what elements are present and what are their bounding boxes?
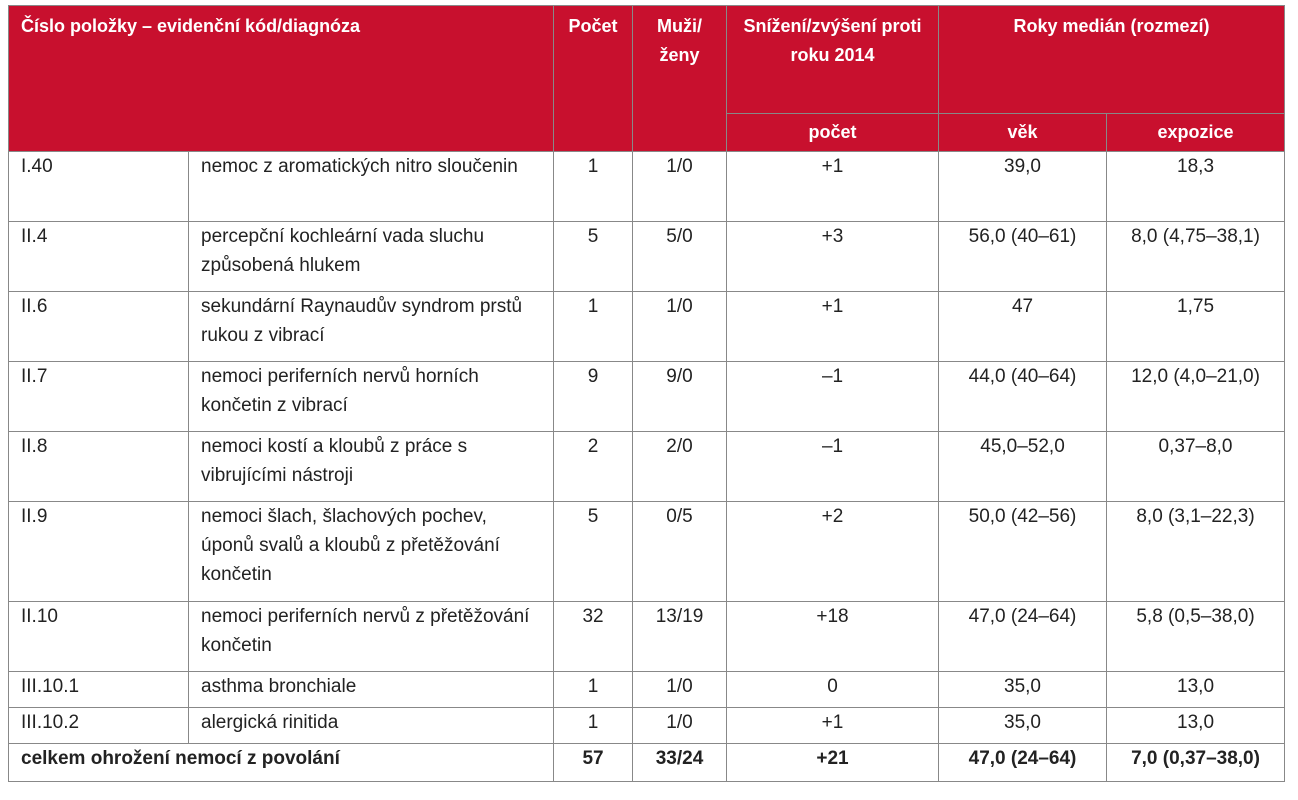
cell-code: I.40 [9, 152, 189, 222]
header-age: věk [939, 114, 1107, 152]
total-row [9, 744, 1285, 782]
cell-men-women: 5/0 [633, 222, 727, 292]
cell-men-women: 9/0 [633, 362, 727, 432]
cell-diagnosis: nemoci periferních nervů z přetěžování končetin [189, 602, 554, 672]
cell-exposure: 12,0 (4,0–21,0) [1107, 362, 1285, 432]
table-row [9, 602, 1285, 672]
cell-diagnosis: nemoci šlach, šlachových pochev, úponů svalů a kloubů z přetěžování končetin [189, 502, 554, 602]
cell-change: +18 [727, 602, 939, 672]
cell-code: II.8 [9, 432, 189, 502]
cell-diagnosis: nemoci kostí a kloubů z práce s vibrujícími nástroji [189, 432, 554, 502]
cell-code: II.6 [9, 292, 189, 362]
cell-diagnosis: nemoc z aromatických nitro sloučenin [189, 152, 554, 222]
total-age: 47,0 (24–64) [939, 744, 1107, 782]
occupational-disease-table [8, 5, 1285, 782]
cell-age: 35,0 [939, 708, 1107, 744]
total-count: 57 [554, 744, 633, 782]
cell-exposure: 0,37–8,0 [1107, 432, 1285, 502]
cell-change: +2 [727, 502, 939, 602]
cell-age: 50,0 (42–56) [939, 502, 1107, 602]
table-row [9, 502, 1285, 602]
total-men-women: 33/24 [633, 744, 727, 782]
cell-exposure: 13,0 [1107, 672, 1285, 708]
cell-men-women: 1/0 [633, 672, 727, 708]
cell-diagnosis: sekundární Raynaudův syndrom prstů rukou z vibrací [189, 292, 554, 362]
cell-age: 39,0 [939, 152, 1107, 222]
cell-count: 5 [554, 222, 633, 292]
cell-diagnosis: alergická rinitida [189, 708, 554, 744]
cell-exposure: 8,0 (4,75–38,1) [1107, 222, 1285, 292]
table-row [9, 222, 1285, 292]
cell-change: +3 [727, 222, 939, 292]
header-change: Snížení/zvýšení proti roku 2014 [727, 6, 939, 114]
cell-count: 1 [554, 672, 633, 708]
cell-change: 0 [727, 672, 939, 708]
cell-code: II.10 [9, 602, 189, 672]
header-code-diagnosis: Číslo položky – evidenční kód/diagnóza [9, 6, 554, 152]
cell-age: 47 [939, 292, 1107, 362]
table-row [9, 432, 1285, 502]
cell-exposure: 1,75 [1107, 292, 1285, 362]
cell-diagnosis: percepční kochleární vada sluchu způsobená hlukem [189, 222, 554, 292]
cell-count: 5 [554, 502, 633, 602]
total-label: celkem ohrožení nemocí z povolání [9, 744, 554, 782]
cell-count: 9 [554, 362, 633, 432]
cell-exposure: 8,0 (3,1–22,3) [1107, 502, 1285, 602]
cell-exposure: 5,8 (0,5–38,0) [1107, 602, 1285, 672]
cell-diagnosis: asthma bronchiale [189, 672, 554, 708]
cell-age: 35,0 [939, 672, 1107, 708]
cell-change: –1 [727, 432, 939, 502]
cell-men-women: 1/0 [633, 708, 727, 744]
table-row [9, 708, 1285, 744]
header-exposure: expozice [1107, 114, 1285, 152]
cell-men-women: 1/0 [633, 292, 727, 362]
cell-code: III.10.2 [9, 708, 189, 744]
cell-men-women: 0/5 [633, 502, 727, 602]
table-row [9, 292, 1285, 362]
table-row [9, 672, 1285, 708]
cell-men-women: 13/19 [633, 602, 727, 672]
cell-change: +1 [727, 292, 939, 362]
table-body [9, 152, 1285, 744]
cell-count: 32 [554, 602, 633, 672]
header-change-count: počet [727, 114, 939, 152]
cell-change: +1 [727, 708, 939, 744]
cell-age: 56,0 (40–61) [939, 222, 1107, 292]
table-row [9, 152, 1285, 222]
table-footer [9, 744, 1285, 782]
cell-count: 1 [554, 152, 633, 222]
cell-diagnosis: nemoci periferních nervů horních končetin z vibrací [189, 362, 554, 432]
cell-age: 44,0 (40–64) [939, 362, 1107, 432]
cell-code: II.4 [9, 222, 189, 292]
cell-count: 1 [554, 292, 633, 362]
total-exposure: 7,0 (0,37–38,0) [1107, 744, 1285, 782]
cell-change: +1 [727, 152, 939, 222]
cell-men-women: 1/0 [633, 152, 727, 222]
total-change: +21 [727, 744, 939, 782]
header-men-women: Muži/ženy [633, 6, 727, 152]
table-header [9, 6, 1285, 152]
cell-change: –1 [727, 362, 939, 432]
cell-age: 47,0 (24–64) [939, 602, 1107, 672]
cell-age: 45,0–52,0 [939, 432, 1107, 502]
header-years-median: Roky medián (rozmezí) [939, 6, 1285, 114]
cell-count: 2 [554, 432, 633, 502]
cell-men-women: 2/0 [633, 432, 727, 502]
table-row [9, 362, 1285, 432]
cell-code: II.9 [9, 502, 189, 602]
cell-code: II.7 [9, 362, 189, 432]
cell-exposure: 18,3 [1107, 152, 1285, 222]
cell-count: 1 [554, 708, 633, 744]
header-count: Počet [554, 6, 633, 152]
cell-code: III.10.1 [9, 672, 189, 708]
cell-exposure: 13,0 [1107, 708, 1285, 744]
